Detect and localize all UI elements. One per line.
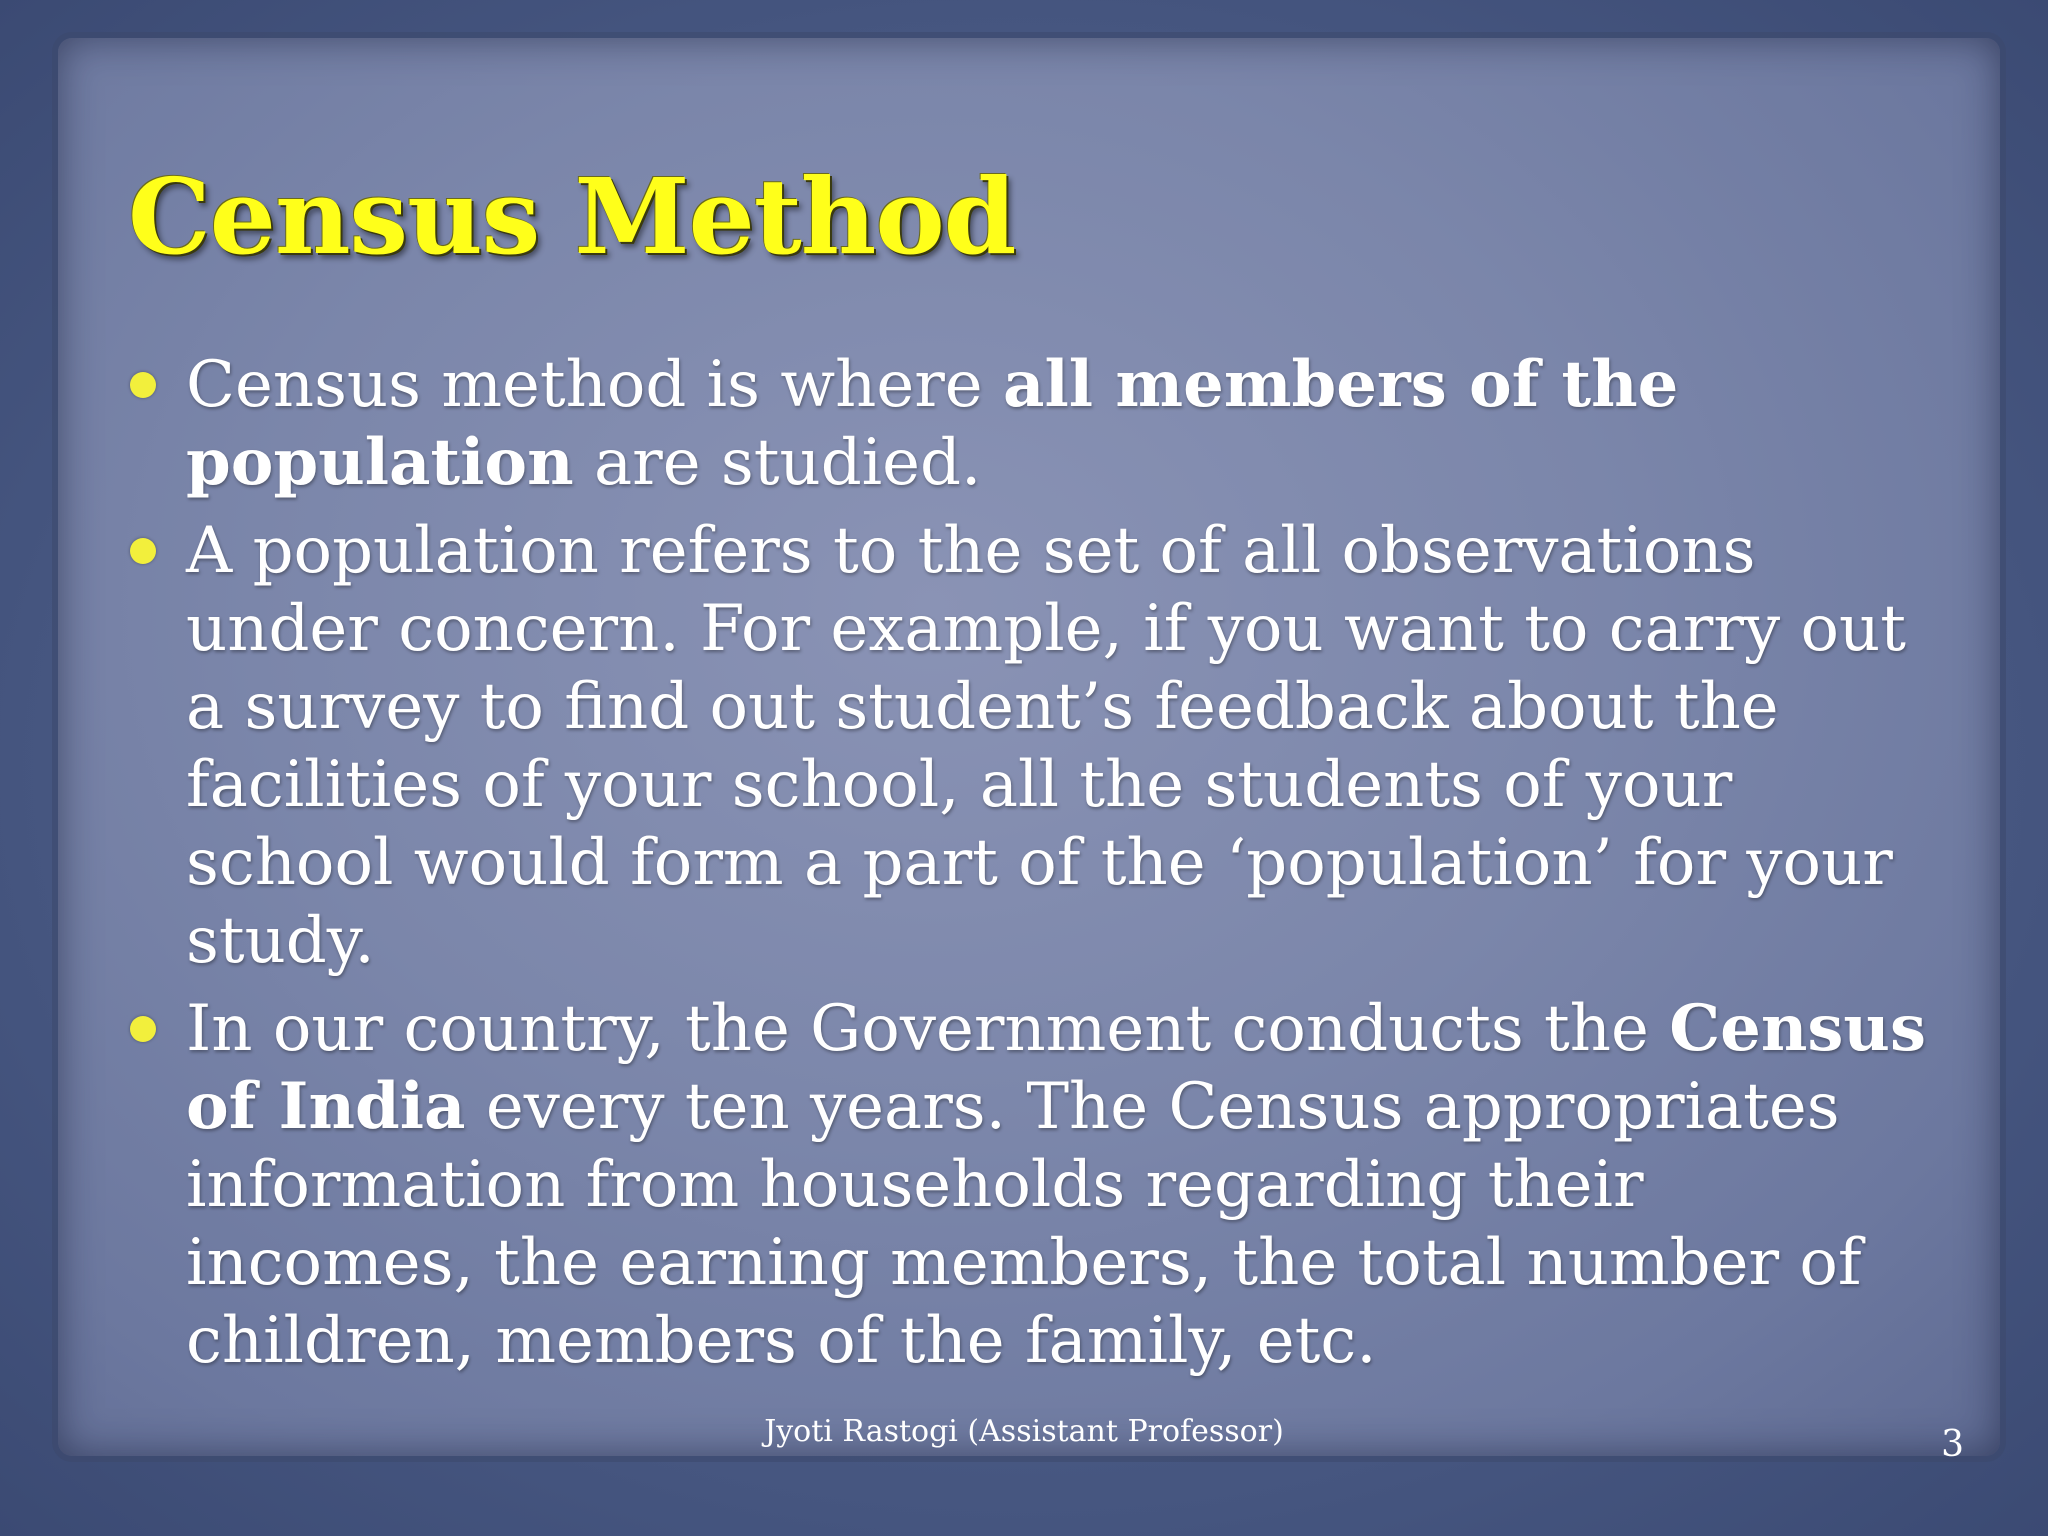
bullet-run: A population refers to the set of all observations under concern. For example, if you want to carry out a survey to find out student’s feedback about the facilities of your school, all the students of your school would form a part of the ‘population’ for your study.	[186, 514, 1906, 978]
bullet-text	[186, 992, 1926, 1378]
bullet-dot-icon	[130, 538, 156, 564]
bullet-run: are studied.	[573, 426, 982, 500]
bullet-run: In our country, the Government conducts the	[186, 992, 1670, 1066]
bullet-run: every ten years. The Census appropriates information from households regarding their incomes, the earning members, the total number of children, members of the family, etc.	[186, 1070, 1862, 1378]
bullet-text	[186, 348, 1678, 500]
page-number: 3	[1941, 1424, 1964, 1465]
bullet-text	[186, 514, 1906, 978]
bullet-dot-icon	[130, 372, 156, 398]
bullet-run-bold: all members of the population	[186, 347, 1679, 500]
slide-title: Census Method	[128, 155, 1016, 278]
bullet-item	[126, 990, 1926, 1380]
bullet-list	[126, 346, 1926, 1390]
slide-footer: Jyoti Rastogi (Assistant Professor)	[764, 1414, 1284, 1449]
bullet-run-bold: Census of India	[186, 991, 1926, 1144]
bullet-dot-icon	[130, 1016, 156, 1042]
bullet-item	[126, 346, 1926, 502]
bullet-run: Census method is where	[186, 348, 1003, 422]
bullet-item	[126, 512, 1926, 980]
